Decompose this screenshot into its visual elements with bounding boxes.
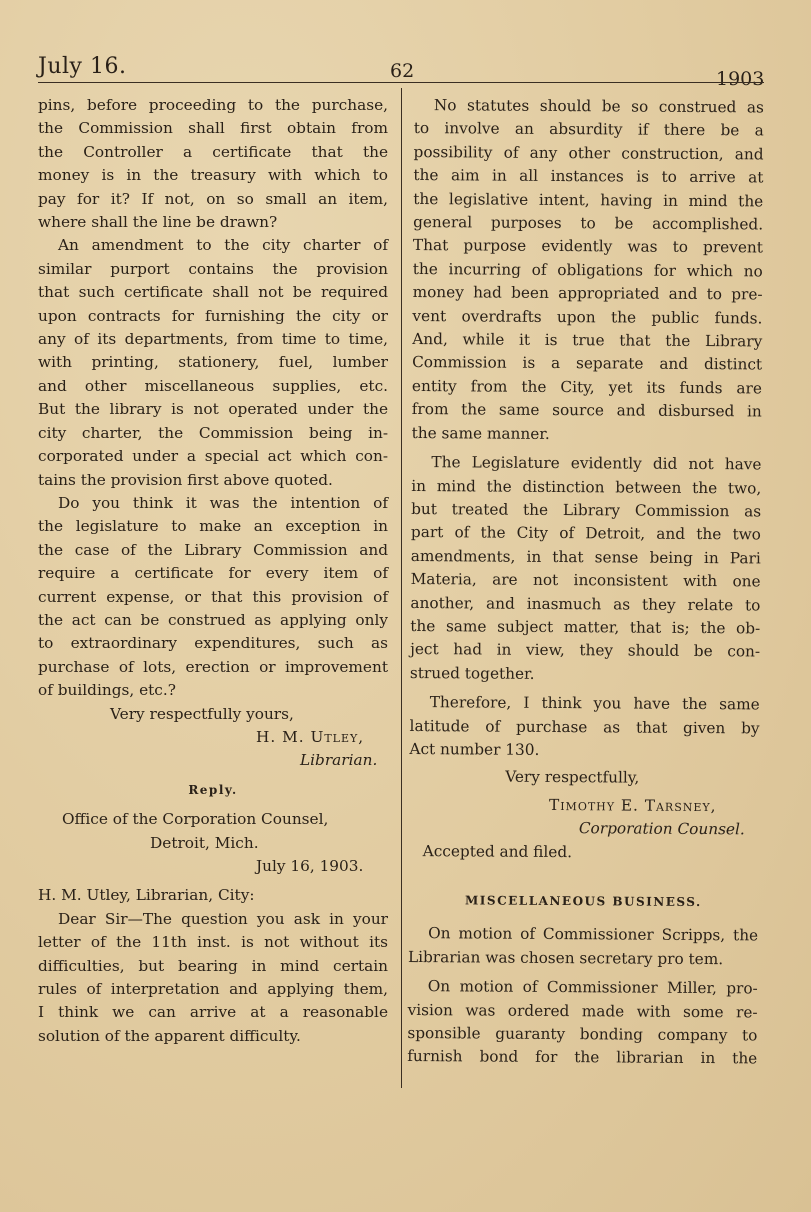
text-line: pins, before proceeding to the purchase, (38, 96, 388, 114)
text-line: vent overdrafts upon the public funds. (412, 306, 763, 328)
text-line: where shall the line be drawn? (38, 213, 278, 232)
page-year: 1903 (716, 68, 765, 90)
text-line: the act can be construed as applying only (38, 610, 388, 629)
text-line: upon contracts for furnishing the city or (38, 306, 388, 325)
text-line: the aim in all instances is to arrive at (413, 166, 764, 187)
paragraph-therefore (409, 691, 759, 764)
text-line: of buildings, etc.? (38, 681, 176, 700)
page-header (0, 0, 811, 100)
column-divider (401, 88, 402, 1088)
letter-closing: Very respectfully yours, (110, 704, 294, 723)
text-line: tains the provision first above quoted. (38, 470, 333, 489)
office-line-1: Office of the Corporation Counsel, (62, 810, 329, 829)
text-line: letter of the 11th inst. is not without its (38, 933, 388, 952)
text-line: amendments, in that sense being in Pari (410, 546, 761, 568)
reply-date: July 16, 1903. (256, 857, 364, 875)
text-line: the Controller a certificate that the (38, 142, 388, 161)
text-line: current expense, or that this provision of (38, 587, 388, 606)
text-line: similar purport contains the provision (38, 259, 388, 278)
text-line: Therefore, I think you have the same (429, 693, 760, 714)
text-line: sponsible guaranty bonding company to (407, 1024, 758, 1045)
text-line: that such certificate shall not be required (38, 283, 388, 302)
text-line: purchase of lots, erection or improvement (38, 657, 388, 676)
signer-title: Librarian. (300, 751, 378, 770)
text-line: Act number 130. (409, 739, 540, 759)
reply-heading: Reply. (188, 782, 238, 797)
text-line: Commission is a separate and distinct (412, 353, 763, 374)
text-line: and other miscellaneous supplies, etc. (38, 376, 388, 395)
text-line: part of the City of Detroit, and the two (410, 523, 761, 544)
page-number: 62 (390, 60, 415, 82)
text-line: No statutes should be so construed as (433, 96, 764, 117)
text-line: I think we can arrive at a reasonable (38, 1003, 388, 1022)
text-line: Dear Sir—The question you ask in your (58, 909, 388, 928)
text-line: That purpose evidently was to prevent (412, 236, 763, 257)
left-column (38, 94, 388, 1048)
signer-title: Corporation Counsel. (578, 819, 745, 839)
paragraph-question-continued (38, 94, 388, 234)
paragraph-statutes (412, 94, 764, 448)
signer-name: Timothy E. Tarsney, (548, 795, 717, 815)
paragraph-legislature (410, 451, 762, 688)
text-line: furnish bond for the librarian in the (407, 1047, 758, 1068)
right-column (407, 94, 764, 1071)
text-line: vision was ordered made with some re- (407, 1000, 758, 1022)
text-line: in mind the distinction between the two, (411, 476, 762, 497)
text-line: The Legislature evidently did not have (431, 453, 762, 474)
text-line: city charter, the Commission being in- (38, 423, 388, 442)
text-line: to extraordinary expenditures, such as (38, 634, 388, 653)
text-line: from the same source and disbursed in (411, 400, 762, 421)
signer-name: H. M. Utley, (256, 727, 365, 746)
text-line: difficulties, but bearing in mind certain (38, 956, 388, 975)
text-line: the same subject matter, that is; the ob- (410, 616, 761, 638)
header-rule (38, 82, 764, 83)
text-line: solution of the apparent difficulty. (38, 1026, 301, 1045)
text-line: rules of interpretation and applying them, (38, 980, 388, 999)
text-line: On motion of Commissioner Miller, pro- (427, 977, 758, 998)
text-line: but treated the Library Commission as (411, 499, 762, 521)
text-line: the legislature to make an exception in (38, 517, 388, 536)
text-line: with printing, stationery, fuel, lumber (38, 353, 388, 372)
text-line: money is in the treasury with which to (38, 166, 388, 185)
letter-closing: Very respectfully, (505, 768, 640, 787)
paragraph-motion-miller (407, 975, 758, 1071)
text-line: But the library is not operated under the (38, 400, 388, 419)
paragraph-reply (38, 908, 388, 1048)
misc-heading: MISCELLANEOUS BUSINESS. (464, 893, 702, 910)
text-line: Do you think it was the intention of (58, 493, 388, 512)
text-line: Librarian was chosen secretary pro tem. (407, 947, 724, 968)
text-line: the Commission shall first obtain from (38, 119, 388, 138)
text-line: ject had in view, they should be con- (410, 640, 761, 661)
text-line: the legislative intent, having in mind the (413, 189, 764, 211)
text-line: require a certificate for every item of (38, 564, 388, 583)
text-line: to involve an absurdity if there be a (413, 119, 764, 140)
text-line: the incurring of obligations for which no (412, 259, 763, 281)
office-line-2: Detroit, Mich. (150, 833, 259, 852)
salutation-addressee: H. M. Utley, Librarian, City: (38, 886, 255, 905)
text-line: the same manner. (411, 423, 550, 443)
text-line: latitude of purchase as that given by (409, 716, 760, 737)
text-line: strued together. (409, 663, 535, 683)
text-line: possibility of any other construction, and (413, 142, 764, 164)
text-line: another, and inasmuch as they relate to (410, 593, 761, 614)
page-date: July 16. (38, 54, 127, 79)
text-line: On motion of Commissioner Scripps, the (428, 924, 759, 945)
accepted-note: Accepted and filed. (422, 841, 573, 861)
paragraph-intention (38, 492, 388, 703)
paragraph-amendment (38, 234, 388, 491)
paragraph-motion-scripps (408, 922, 758, 971)
text-line: Materia, are not inconsistent with one (410, 570, 761, 591)
text-line: And, while it is true that the Library (412, 330, 763, 351)
text-line: entity from the City, yet its funds are (411, 376, 763, 398)
text-line: pay for it? If not, on so small an item, (38, 189, 388, 208)
text-line: any of its departments, from time to time, (38, 330, 388, 349)
text-line: the case of the Library Commission and (38, 540, 388, 559)
text-line: corporated under a special act which con- (38, 447, 388, 466)
text-line: An amendment to the city charter of (58, 236, 388, 255)
text-line: money had been appropriated and to pre- (412, 283, 763, 304)
text-line: general purposes to be accomplished. (413, 213, 764, 234)
